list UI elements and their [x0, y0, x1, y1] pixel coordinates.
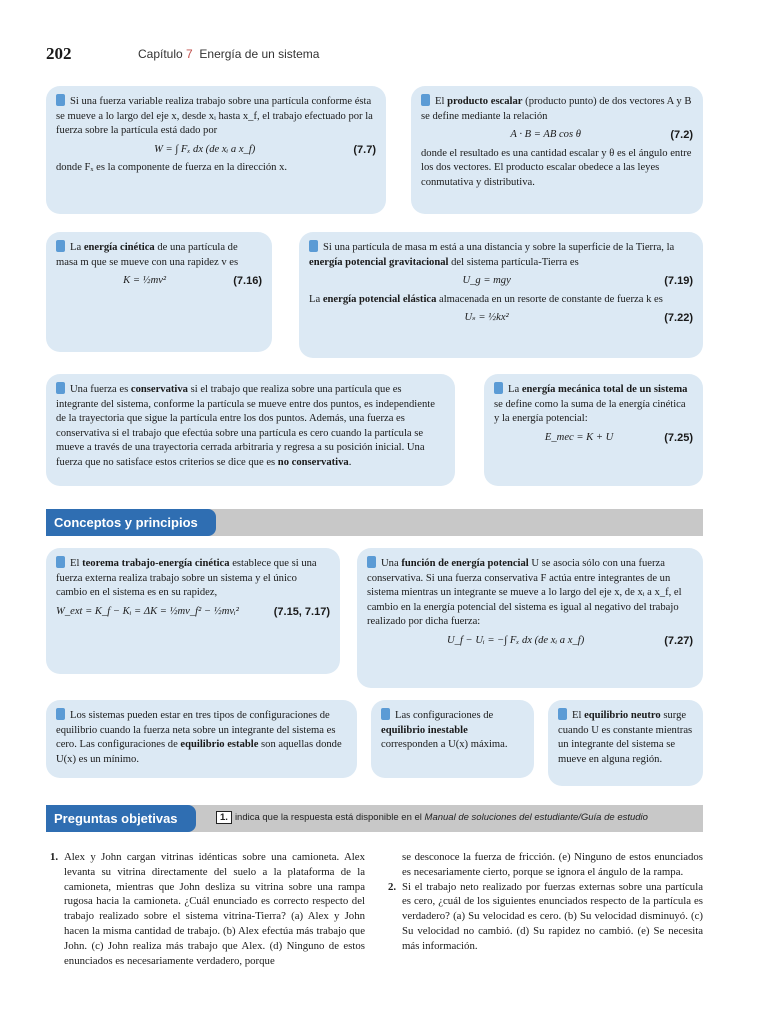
section-title-questions: Preguntas objetivas	[46, 805, 196, 832]
summary-box-mechanical-energy: La energía mecánica total de un sistema se define como la suma de la energía cinética y la energía potencial: E_mec = K + U (7.25)	[484, 374, 703, 486]
theorem-equation: W_ext = K_f − Kᵢ = ΔK = ½mv_f² − ½mvᵢ²	[56, 605, 239, 617]
bullet-icon	[56, 240, 65, 252]
question-text: Alex y John cargan vitrinas idénticas sobre una camioneta. Alex levanta su vitrina directamente del suelo a la plataforma de la camioneta, mientras que John desliza su vitrina sobre una rampa rugosa hacia la camioneta. ¿Cuál enunciado es correcto respecto del trabajo realizado sobre el sistema vitrina-Tierra? (a) Alex y John hacen la misma cantidad de trabajo. (b) Alex efectúa más trabajo que John. (c) John realiza más trabajo que Alex. (d) Ninguno de estos enunciados es necesariamente verdadero, porque	[64, 851, 365, 967]
questions-right-column	[388, 850, 703, 954]
mechanical-term: energía mecánica total de un sistema	[521, 384, 688, 395]
work-after: donde Fₓ es la componente de fuerza en la dirección x.	[56, 162, 288, 174]
eq-number-7-25: (7.25)	[664, 431, 693, 444]
answer-note: 1. indica que la respuesta está disponible en el Manual de soluciones del estudiante/Guía de estudio	[216, 811, 648, 824]
potential-function-term: función de energía potencial	[401, 558, 529, 569]
scalar-term: producto escalar	[447, 96, 523, 107]
question-item-continued	[388, 850, 703, 880]
eq-number-7-2: (7.2)	[670, 129, 693, 142]
section-bar-questions	[46, 805, 703, 832]
gravitational-equation: U_g = mgy	[462, 275, 511, 287]
running-header	[138, 47, 319, 61]
answer-note-number: 1.	[216, 811, 232, 824]
elastic-term: energía potencial elástica	[322, 293, 437, 305]
bullet-icon	[381, 708, 390, 720]
kinetic-text: de una partícula de masa m que se mueve con una rapidez v es	[56, 242, 239, 268]
theorem-term: teorema trabajo-energía cinética	[82, 558, 230, 569]
summary-box-kinetic-energy: La energía cinética de una partícula de masa m que se mueve con una rapidez v es K = ½mv² (7.16)	[46, 232, 272, 352]
bullet-icon	[56, 556, 65, 568]
kinetic-equation: K = ½mv²	[123, 275, 167, 287]
chapter-number: 7	[186, 47, 193, 61]
section-bar-concepts	[46, 509, 703, 536]
question-number	[388, 850, 402, 880]
unstable-term: equilibrio inestable	[381, 724, 468, 736]
summary-box-work-energy-theorem: El teorema trabajo-energía cinética establece que si una fuerza externa realiza trabajo sobre un sistema y el único cambio en el sistema es en su rapidez, W_ext = K_f − Kᵢ = ΔK = ½mv_f² − ½mvᵢ² (7.15, 7.17)	[46, 548, 340, 674]
neutral-term: equilibrio neutro	[584, 710, 661, 721]
summary-box-conservative-force: Una fuerza es conservativa si el trabajo que realiza sobre una partícula que es integrante del sistema, conforme la partícula se mueve entre dos puntos, es independiente de la trayectoria que sigue la partícula entre los dos puntos. Además, una fuerza es conservativa si el trabajo que efectúa sobre una partícula es cero cuando la partícula se mueve a través de una trayectoria cerrada arbitraria y regresa a su posición inicial. Una fuerza que no satisface estos criterios se dice que es no conservativa.	[46, 374, 455, 486]
bullet-icon	[494, 382, 503, 394]
gravitational-term: energía potencial gravitacional	[309, 256, 449, 268]
elastic-equation: Uₛ = ½kx²	[464, 312, 509, 324]
summary-box-neutral: El equilibrio neutro surge cuando U es constante mientras un integrante del sistema se mueve en alguna región.	[548, 700, 703, 786]
kinetic-term: energía cinética	[83, 242, 155, 253]
chapter-title: Energía de un sistema	[199, 47, 320, 61]
conservative-term: conservativa	[130, 384, 188, 395]
question-item	[388, 880, 703, 954]
scalar-after: donde el resultado es una cantidad escalar y θ es el ángulo entre los dos vectores. El producto escalar obedece a las leyes conmutativa y distributiva.	[421, 147, 692, 188]
work-equation: W = ∫ Fₓ dx (de xᵢ a x_f)	[154, 143, 256, 155]
bullet-icon	[56, 94, 65, 106]
summary-box-unstable: Las configuraciones de equilibrio inestable corresponden a U(x) máxima.	[371, 700, 534, 778]
bullet-icon	[309, 240, 318, 252]
scalar-equation: A · B = AB cos θ	[510, 129, 581, 141]
mechanical-equation: E_mec = K + U	[544, 431, 614, 443]
stable-term: equilibrio estable	[180, 739, 259, 751]
nonconservative-term: no conservativa	[277, 456, 349, 468]
eq-number-7-27: (7.27)	[664, 634, 693, 647]
bullet-icon	[56, 382, 65, 394]
scalar-text: (producto punto) de dos vectores A y B se define mediante la relación	[421, 96, 692, 122]
bullet-icon	[367, 556, 376, 568]
work-text: Si una fuerza variable realiza trabajo sobre una partícula conforme ésta se mueve a lo largo del eje x, desde xᵢ hasta x_f, el trabajo efectuado por la fuerza sobre la partícula está dado por	[56, 96, 373, 137]
eq-number-7-19: (7.19)	[664, 275, 693, 288]
section-title-concepts: Conceptos y principios	[46, 509, 216, 536]
bullet-icon	[558, 708, 567, 720]
question-number: 1.	[50, 851, 59, 863]
question-number: 2.	[388, 880, 397, 893]
eq-number-7-22: (7.22)	[664, 312, 693, 325]
question-text: Si el trabajo neto realizado por fuerzas externas sobre una partícula es cero, ¿cuál de los siguientes enunciados respecto de la partícula es verdadero? (a) Su velocidad es cero. (b) Su velocidad disminuyó. (c) Su velocidad no cambió. (d) Su rapidez no cambió. (e) Se necesita más información.	[402, 880, 703, 952]
summary-box-equilibrium: Los sistemas pueden estar en tres tipos de configuraciones de equilibrio cuando la fuerza neta sobre un integrante del sistema es cero. Las configuraciones de equilibrio estable son aquellas donde U(x) es un mínimo.	[46, 700, 357, 778]
bullet-icon	[421, 94, 430, 106]
bullet-icon	[56, 708, 65, 720]
question-text: se desconoce la fuerza de fricción. (e) Ninguno de estos enunciados es necesariamente cierto, porque se ignora el ángulo de la rampa.	[402, 851, 703, 878]
page-number: 202	[46, 44, 72, 63]
questions-left-column	[50, 850, 365, 968]
summary-box-work	[46, 86, 386, 214]
answer-note-manual: Manual de soluciones del estudiante/Guía de estudio	[424, 812, 648, 823]
summary-box-potential-function: Una función de energía potencial U se asocia sólo con una fuerza conservativa. Si una fuerza conservativa F actúa entre integrantes de un sistema mientras un integrante se mueve a lo largo del eje x, de xᵢ a x_f, el cambio en la energía potencial del sistema es igual al negativo del trabajo realizado por dicha fuerza: U_f − Uᵢ = −∫ Fₓ dx (de xᵢ a x_f) (7.27)	[357, 548, 703, 688]
eq-number-7-15-7-17: (7.15, 7.17)	[273, 605, 330, 618]
eq-number-7-7: (7.7)	[353, 143, 376, 156]
summary-box-scalar-product: El producto escalar (producto punto) de dos vectores A y B se define mediante la relación A · B = AB cos θ (7.2) donde el resultado es una cantidad escalar y θ es el ángulo entre los dos vectores. El producto escalar obedece a las leyes conmutativa y distributiva.	[411, 86, 703, 214]
eq-number-7-16: (7.16)	[233, 275, 262, 288]
question-item	[50, 850, 365, 968]
summary-box-potential-energy: Si una partícula de masa m está a una distancia y sobre la superficie de la Tierra, la energía potencial gravitacional del sistema partícula-Tierra es U_g = mgy (7.19) La energía potencial elástica almacenada en un resorte de constante de fuerza k es Uₛ = ½kx² (7.22)	[299, 232, 703, 358]
potential-function-equation: U_f − Uᵢ = −∫ Fₓ dx (de xᵢ a x_f)	[447, 634, 585, 646]
chapter-label: Capítulo	[138, 47, 183, 61]
